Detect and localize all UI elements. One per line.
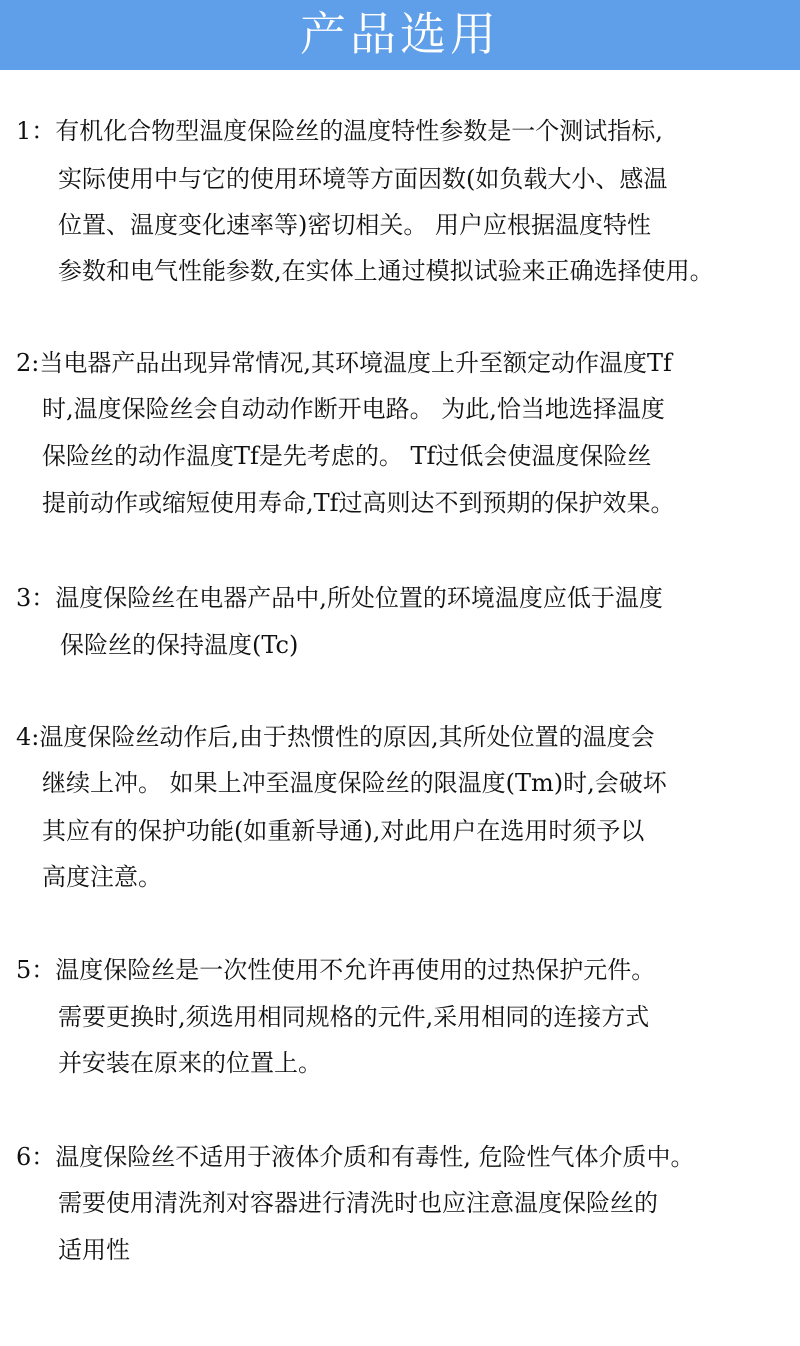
section-line: 并安装在原来的位置上。 (58, 1049, 322, 1077)
section-line: 4:温度保险丝动作后,由于热惯性的原因,其所处位置的温度会 (16, 723, 655, 751)
section-line: 实际使用中与它的使用环境等方面因数(如负载大小、感温 (58, 165, 668, 193)
section-line: 继续上冲。 如果上冲至温度保险丝的限温度(Tm)时,会破坏 (42, 769, 667, 797)
page-title: 产品选用 (300, 7, 500, 61)
section-line: 需要使用清洗剂对容器进行清洗时也应注意温度保险丝的 (58, 1189, 658, 1217)
section-line: 高度注意。 (42, 863, 162, 891)
section-line: 需要更换时,须选用相同规格的元件,采用相同的连接方式 (58, 1003, 650, 1031)
section-line: 位置、温度变化速率等)密切相关。 用户应根据温度特性 (58, 211, 651, 239)
section-line: 2:当电器产品出现异常情况,其环境温度上升至额定动作温度Tf (16, 349, 672, 377)
section-line: 参数和电气性能参数,在实体上通过模拟试验来正确选择使用。 (58, 257, 714, 285)
section-line: 6：温度保险丝不适用于液体介质和有毒性, 危险性气体介质中。 (16, 1143, 695, 1171)
section-line: 其应有的保护功能(如重新导通),对此用户在选用时须予以 (42, 817, 645, 845)
section-line: 保险丝的保持温度(Tc) (60, 631, 299, 659)
section-line: 提前动作或缩短使用寿命,Tf过高则达不到预期的保护效果。 (42, 489, 675, 517)
section-line: 时,温度保险丝会自动动作断开电路。 为此,恰当地选择温度 (42, 395, 665, 423)
section-line: 保险丝的动作温度Tf是先考虑的。 Tf过低会使温度保险丝 (42, 442, 652, 470)
section-line: 3：温度保险丝在电器产品中,所处位置的环境温度应低于温度 (16, 584, 663, 612)
section-line: 适用性 (58, 1236, 130, 1264)
section-line: 1：有机化合物型温度保险丝的温度特性参数是一个测试指标, (16, 117, 663, 145)
section-line: 5：温度保险丝是一次性使用不允许再使用的过热保护元件。 (16, 956, 656, 984)
